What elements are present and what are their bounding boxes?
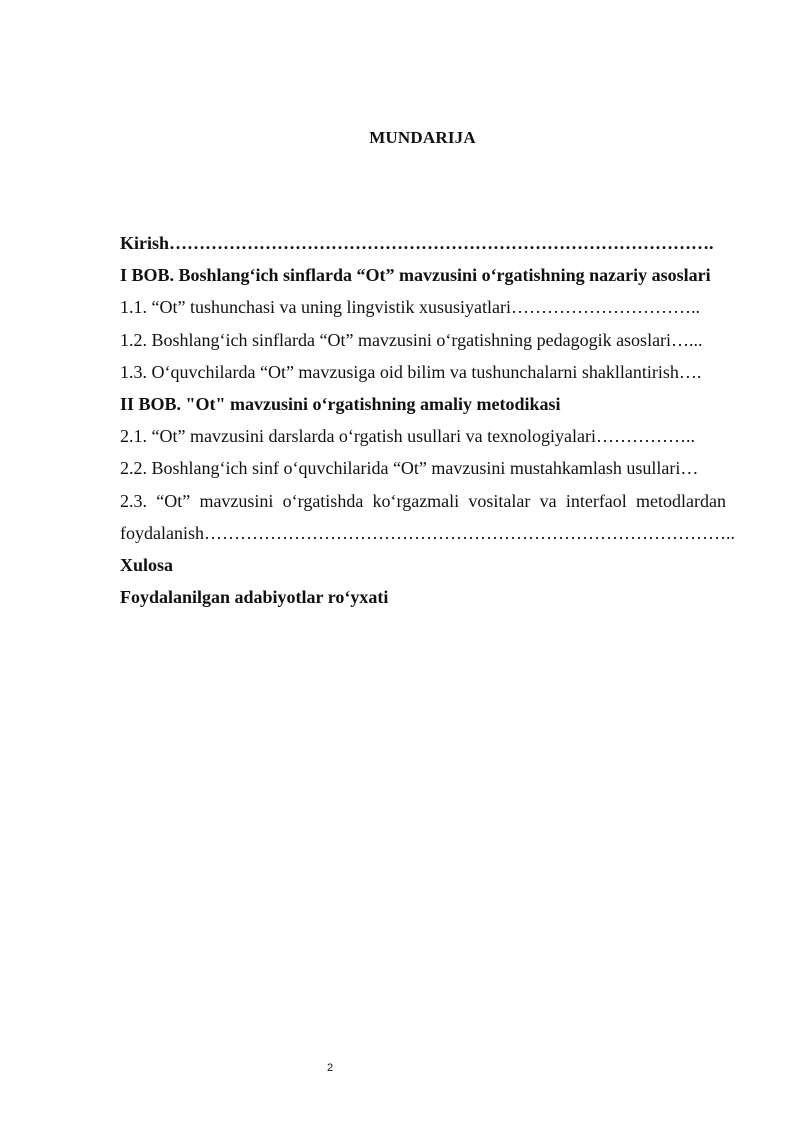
toc-entry-chapter-1: I BOB. Boshlang‘ich sinflarda “Ot” mavzusini o‘rgatishning nazariy asoslari <box>120 265 711 286</box>
toc-entry-section-1-1: 1.1. “Ot” tushunchasi va uning lingvistik xususiyatlari………………………….. <box>120 297 700 318</box>
toc-entry-introduction: Kirish………………………………………………………………………………. <box>120 233 714 253</box>
toc-entry-section-2-1: 2.1. “Ot” mavzusini darslarda o‘rgatish usullari va texnologiyalari…………….. <box>120 426 696 447</box>
toc-entry-section-1-3: 1.3. O‘quvchilarda “Ot” mavzusiga oid bilim va tushunchalarni shakllantirish…. <box>120 361 702 382</box>
toc-entry-section-1-2: 1.2. Boshlang‘ich sinflarda “Ot” mavzusini o‘rgatishning pedagogik asoslari…... <box>120 329 703 350</box>
toc-entry-references: Foydalanilgan adabiyotlar ro‘yxati <box>120 587 389 608</box>
toc-entry-chapter-2: II BOB. "Ot" mavzusini o‘rgatishning amaliy metodikasi <box>120 394 561 415</box>
page-title: MUNDARIJA <box>369 128 476 147</box>
toc-entry-conclusion: Xulosa <box>120 555 174 576</box>
table-of-contents <box>120 227 735 613</box>
toc-entry-section-2-2: 2.2. Boshlang‘ich sinf o‘quvchilarida “Ot” mavzusini mustahkamlash usullari… <box>120 458 699 479</box>
page-number: 2 <box>326 1062 334 1074</box>
toc-entry-section-2-3: 2.3. “Ot” mavzusini o‘rgatishda ko‘rgazmali vositalar va interfaol metodlardan foydalanish…………………………………………………………………………….. <box>120 490 735 543</box>
